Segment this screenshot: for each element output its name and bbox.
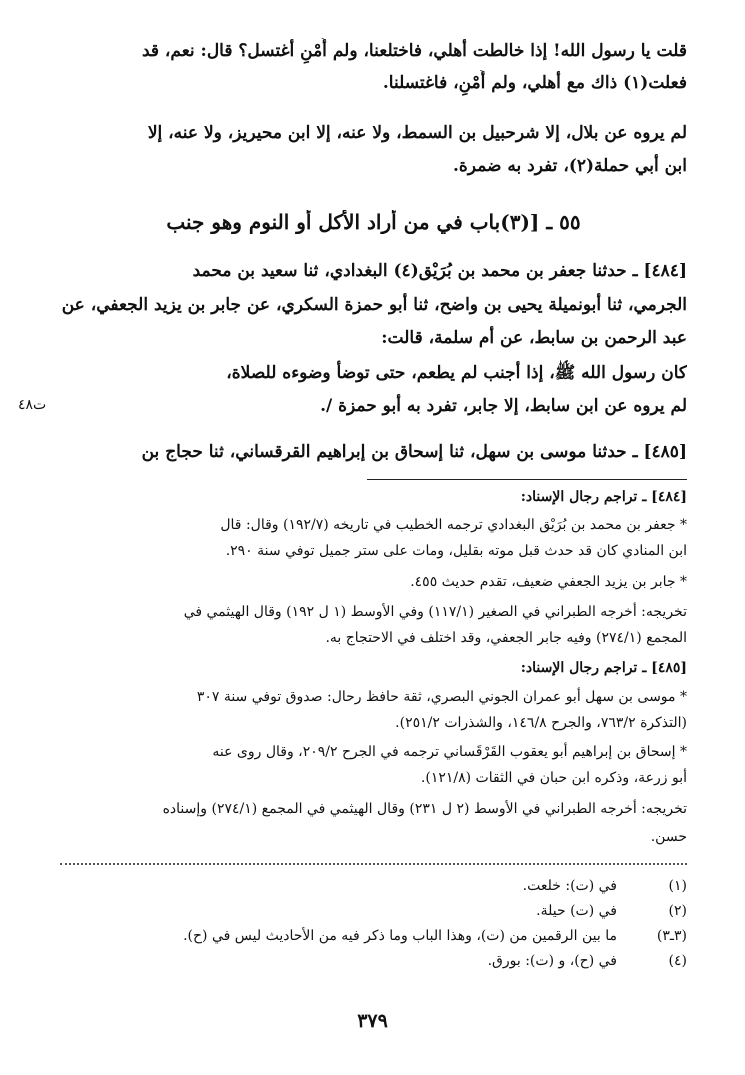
chapter-heading: ٥٥ ـ [(٣)باب في من أراد الأكل أو النوم وهو جنب <box>166 210 581 234</box>
footnote-text: ما بين الرقمين من (ت)، وهذا الباب وما ذكر فيه من الأحاديث ليس في (ح). <box>183 928 617 944</box>
footnote-text: في (ح)، و (ت): بورق. <box>487 953 617 969</box>
hadith-485-line: [٤٨٥] ـ حدثنا موسى بن سهل، ثنا إسحاق بن إبراهيم القرقساني، ثنا حجاج بن <box>141 442 687 462</box>
hadith-484-line: [٤٨٤] ـ حدثنا جعفر بن محمد بن بُرَيْق(٤) البغدادي، ثنا سعيد بن محمد <box>192 261 687 281</box>
footnote-divider <box>367 479 687 480</box>
footnote <box>60 924 687 949</box>
margin-reference: ت٤٨ <box>18 397 47 413</box>
commentary-line: * إسحاق بن إبراهيم أبو يعقوب القَرْقَساني ترجمه في الجرح ٢٠٩/٢، وقال روى عنه <box>212 744 687 760</box>
text-line: فعلت(١) ذاك مع أهلي، ولم أُمْنِ، فاغتسلنا. <box>382 73 687 93</box>
footnote-text: في (ت) حيلة. <box>536 903 617 919</box>
commentary-title: [٤٨٥] ـ تراجم رجال الإسناد: <box>520 660 687 676</box>
text-line: قلت يا رسول الله! إذا خالطت أهلي، فاختلعنا، ولم أُمْنِ أغتسل؟ قال: نعم، قد <box>141 41 687 61</box>
footnote-number: (٣ـ٣) <box>656 928 687 944</box>
text-line: لم يروه عن بلال، إلا شرحبيل بن السمط، ولا عنه، إلا ابن محيريز، ولا عنه، إلا <box>147 123 687 143</box>
notes-divider <box>60 863 687 865</box>
footnotes <box>60 874 687 974</box>
commentary-line: * جعفر بن محمد بن بُرَيْق البغدادي ترجمه الخطيب في تاريخه (١٩٢/٧) وقال: قال <box>220 517 687 533</box>
commentary-line: أبو زرعة، وذكره ابن حبان في الثقات (١٢١/٨). <box>420 770 687 786</box>
commentary-line: * موسى بن سهل أبو عمران الجوني البصري، ثقة حافظ رحال: صدوق توفي سنة ٣٠٧ <box>196 689 687 705</box>
commentary-title: [٤٨٤] ـ تراجم رجال الإسناد: <box>520 489 687 505</box>
commentary-line: حسن. <box>650 829 687 845</box>
hadith-484-line: عبد الرحمن بن سابط، عن أم سلمة، قالت: <box>381 328 687 348</box>
hadith-484-line: لم يروه عن ابن سابط، إلا جابر، تفرد به أبو حمزة /. <box>320 396 687 416</box>
footnote-number: (١) <box>668 878 687 894</box>
text-line: ابن أبي حملة(٢)، تفرد به ضمرة. <box>452 156 687 176</box>
hadith-484-line: كان رسول الله ﷺ، إذا أجنب لم يطعم، حتى توضأ وضوءه للصلاة، <box>226 363 687 383</box>
footnote <box>60 949 687 974</box>
commentary-line: * جابر بن يزيد الجعفي ضعيف، تقدم حديث ٤٥٥. <box>410 574 687 590</box>
footnote-number: (٤) <box>668 953 687 969</box>
footnote <box>60 899 687 924</box>
commentary-line: تخريجه: أخرجه الطبراني في الأوسط (٢ ل ٢٣١) وقال الهيثمي في المجمع (٢٧٤/١) وإسناده <box>162 801 687 817</box>
commentary-line: ابن المنادي كان قد حدث قبل موته بقليل، ومات على ستر جميل توفي سنة ٢٩٠. <box>225 543 687 559</box>
commentary-line: المجمع (٢٧٤/١) وفيه جابر الجعفي، وقد اختلف في الاحتجاج به. <box>325 630 687 646</box>
hadith-484-line: الجرمي، ثنا أبونميلة يحيى بن واضح، ثنا أبو حمزة السكري، عن جابر بن يزيد الجعفي، عن <box>61 295 687 315</box>
commentary-line: تخريجه: أخرجه الطبراني في الصغير (١١٧/١) وفي الأوسط (١ ل ١٩٢) وقال الهيثمي في <box>183 604 687 620</box>
commentary-line: (التذكرة ٧٦٣/٢، والجرح ١٤٦/٨، والشذرات ٢٥١/٢). <box>395 715 687 731</box>
footnote <box>60 874 687 899</box>
footnote-number: (٢) <box>668 903 687 919</box>
footnote-text: في (ت): خلعت. <box>522 878 617 894</box>
page-number: ٣٧٩ <box>357 1010 388 1032</box>
